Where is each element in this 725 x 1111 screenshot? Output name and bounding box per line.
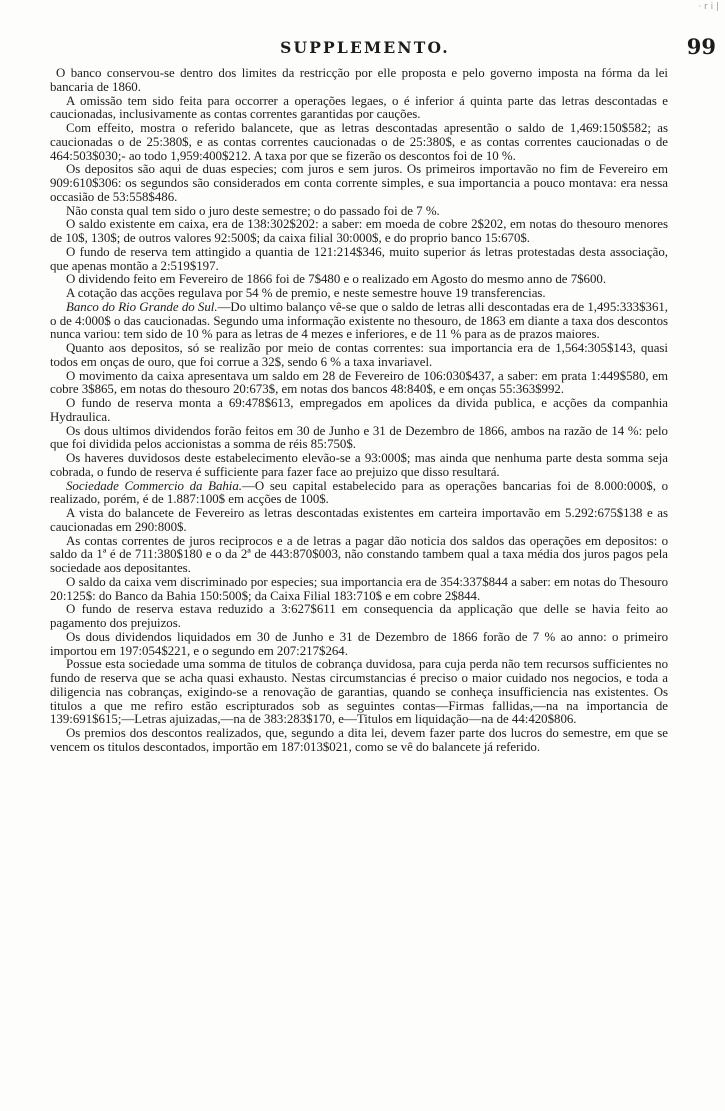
paragraph: As contas correntes de juros reciprocos e a de letras a pagar dão noticia dos saldos das operações em depositos: o saldo da 1ª é de 711:380$180 e o da 2ª de 443:870$003, não constando tambem qual a taxa média dos juros pagos pela sociedade aos depositantes. xyxy=(50,533,668,575)
body-text xyxy=(50,67,668,755)
paragraph: A vista do balancete de Fevereiro as letras descontadas existentes em carteira importavão em 5.292:675$138 e as caucionadas em 290:800$. xyxy=(50,506,668,534)
paragraph: Quanto aos depositos, só se realizão por meio de contas correntes: sua importancia era de 1,564:305$143, quasi todos em onças de ouro, que foi corrue a 32$, sendo 6 % a taxa invariavel. xyxy=(50,341,668,369)
paragraph: O fundo de reserva monta a 69:478$613, empregados em apolices da divida publica, e acções da companhia Hydraulica. xyxy=(50,396,668,424)
running-title: SUPPLEMENTO. xyxy=(280,38,450,57)
paragraph: Não consta qual tem sido o juro deste semestre; o do passado foi de 7 %. xyxy=(66,203,440,218)
paragraph: O saldo da caixa vem discriminado por especies; sua importancia era de 354:337$844 a saber: em notas do Thesouro 20:125$: do Banco da Bahia 150:500$; da Caixa Filial 183:710$ e em cobre 2$844. xyxy=(50,574,668,603)
section-lead: Sociedade Commercio da Bahia. xyxy=(66,478,242,493)
paragraph: Os dous dividendos liquidados em 30 de Junho e 31 de Dezembro de 1866 forão de 7 % ao anno: o primeiro importou em 197:054$221, e o segundo em 207:217$264. xyxy=(50,629,668,658)
paragraph: O banco conservou-se dentro dos limites da restricção por elle proposta e pelo governo imposta na fórma da lei bancaria de 1860. xyxy=(50,66,668,94)
paragraph: A cotação das acções regulava por 54 % de premio, e neste semestre houve 19 transferencias. xyxy=(66,286,546,300)
page-number: 99 xyxy=(686,34,716,59)
paragraph: O saldo existente em caixa, era de 138:302$202: a saber: em moeda de cobre 2$202, em notas do thesouro menores de 10$, 130$; de outros valores 92:500$; da caixa filial 30:000$, e do proprio banco 15:670$. xyxy=(50,217,668,245)
paragraph: Os dous ultimos dividendos forão feitos em 30 de Junho e 31 de Dezembro de 1866, ambos na razão de 14 %: pelo que foi dividida pelos accionistas a somma de réis 85:750$. xyxy=(50,423,668,452)
paragraph: Banco do Rio Grande do Sul.—Do ultimo balanço vê-se que o saldo de letras alli descontadas era de 1,495:333$361, o de 4:000$ o das caucionadas. Segundo uma informação existente no thesouro, de 1863 em diante a taxa dos descontos nunca variou: tem sido de 10 % para as letras de 4 mezes e inferiores, e de 11 % para as de prazos maiores. xyxy=(50,299,669,342)
paragraph: O dividendo feito em Fevereiro de 1866 foi de 7$480 e o realizado em Agosto do mesmo anno de 7$600. xyxy=(66,272,607,287)
paragraph: Com effeito, mostra o referido balancete, que as letras descontadas apresentão o saldo de 1,469:150$582; as caucionadas o de 25:380$, e as contas correntes caucionadas o de 25:380$, e as contas correntes caucionadas o de 464:503$030;- ao todo 1,959:400$212. A taxa por que se fizerão os descontos foi de 10 %. xyxy=(50,121,668,163)
page-header xyxy=(50,34,716,62)
corner-mark: · r i | xyxy=(698,2,719,12)
paragraph: Os depositos são aqui de duas especies; com juros e sem juros. Os primeiros importavão no fim de Fevereiro em 909:610$306: os segundos são considerados em conta corrente simples, e sua importancia a pouco montava: era nessa occasião de 53:558$486. xyxy=(50,162,668,204)
paragraph: Os premios dos descontos realizados, que, segundo a dita lei, devem fazer parte dos lucros do semestre, em que se vencem os titulos descontados, importão em 187:013$021, como se vê do balancete já referido. xyxy=(50,726,668,754)
paragraph: O fundo de reserva estava reduzido a 3:627$611 em consequencia da applicação que delle se havia feito ao pagamento dos prejuizos. xyxy=(50,602,668,630)
paragraph: Possue esta sociedade uma somma de titulos de cobrança duvidosa, para cuja perda não tem recursos sufficientes no fundo de reserva que se acha quasi exhausto. Nestas circumstancias é preciso o maior cuidado nos negocios, e toda a diligencia nas cobranças, exigindo-se a renovação de garantias, quando se conheça insufficiencia nas existentes. Os titulos a que me refiro estão escripturados sob as seguintes contas—Firmas fallidas,—na na importancia de 139:691$615;—Letras ajuizadas,—na de 383:283$170, e—Titulos em liquidação—na de 44:420$806. xyxy=(50,657,668,727)
paragraph: A omissão tem sido feita para occorrer a operações legaes, o é inferior á quinta parte das letras descontadas e caucionadas, inclusivamente as contas correntes garantidas por cauções. xyxy=(50,93,668,122)
paragraph: O fundo de reserva tem attingido a quantia de 121:214$346, muito superior ás letras protestadas desta associação, que apenas montão a 2:519$197. xyxy=(50,244,668,273)
section-lead: Banco do Rio Grande do Sul. xyxy=(66,299,218,314)
paragraph: O movimento da caixa apresentava um saldo em 28 de Fevereiro de 106:030$437, a saber: em prata 1:449$580, em cobre 3$865, em notas do thesouro 20:673$, em notas dos bancos 48:840$, e em onças 55:363$992. xyxy=(50,368,668,397)
paragraph: Os haveres duvidosos deste estabelecimento elevão-se a 93:000$; mas ainda que nenhuma parte desta somma seja cobrada, o fundo de reserva é sufficiente para fazer face ao prejuizo que disso resultará. xyxy=(50,451,668,479)
paragraph: Sociedade Commercio da Bahia.—O seu capital estabelecido para as operações bancarias foi de 8.000:000$, o realizado, porém, é de 1.887:100$ em acções de 100$. xyxy=(50,478,668,507)
